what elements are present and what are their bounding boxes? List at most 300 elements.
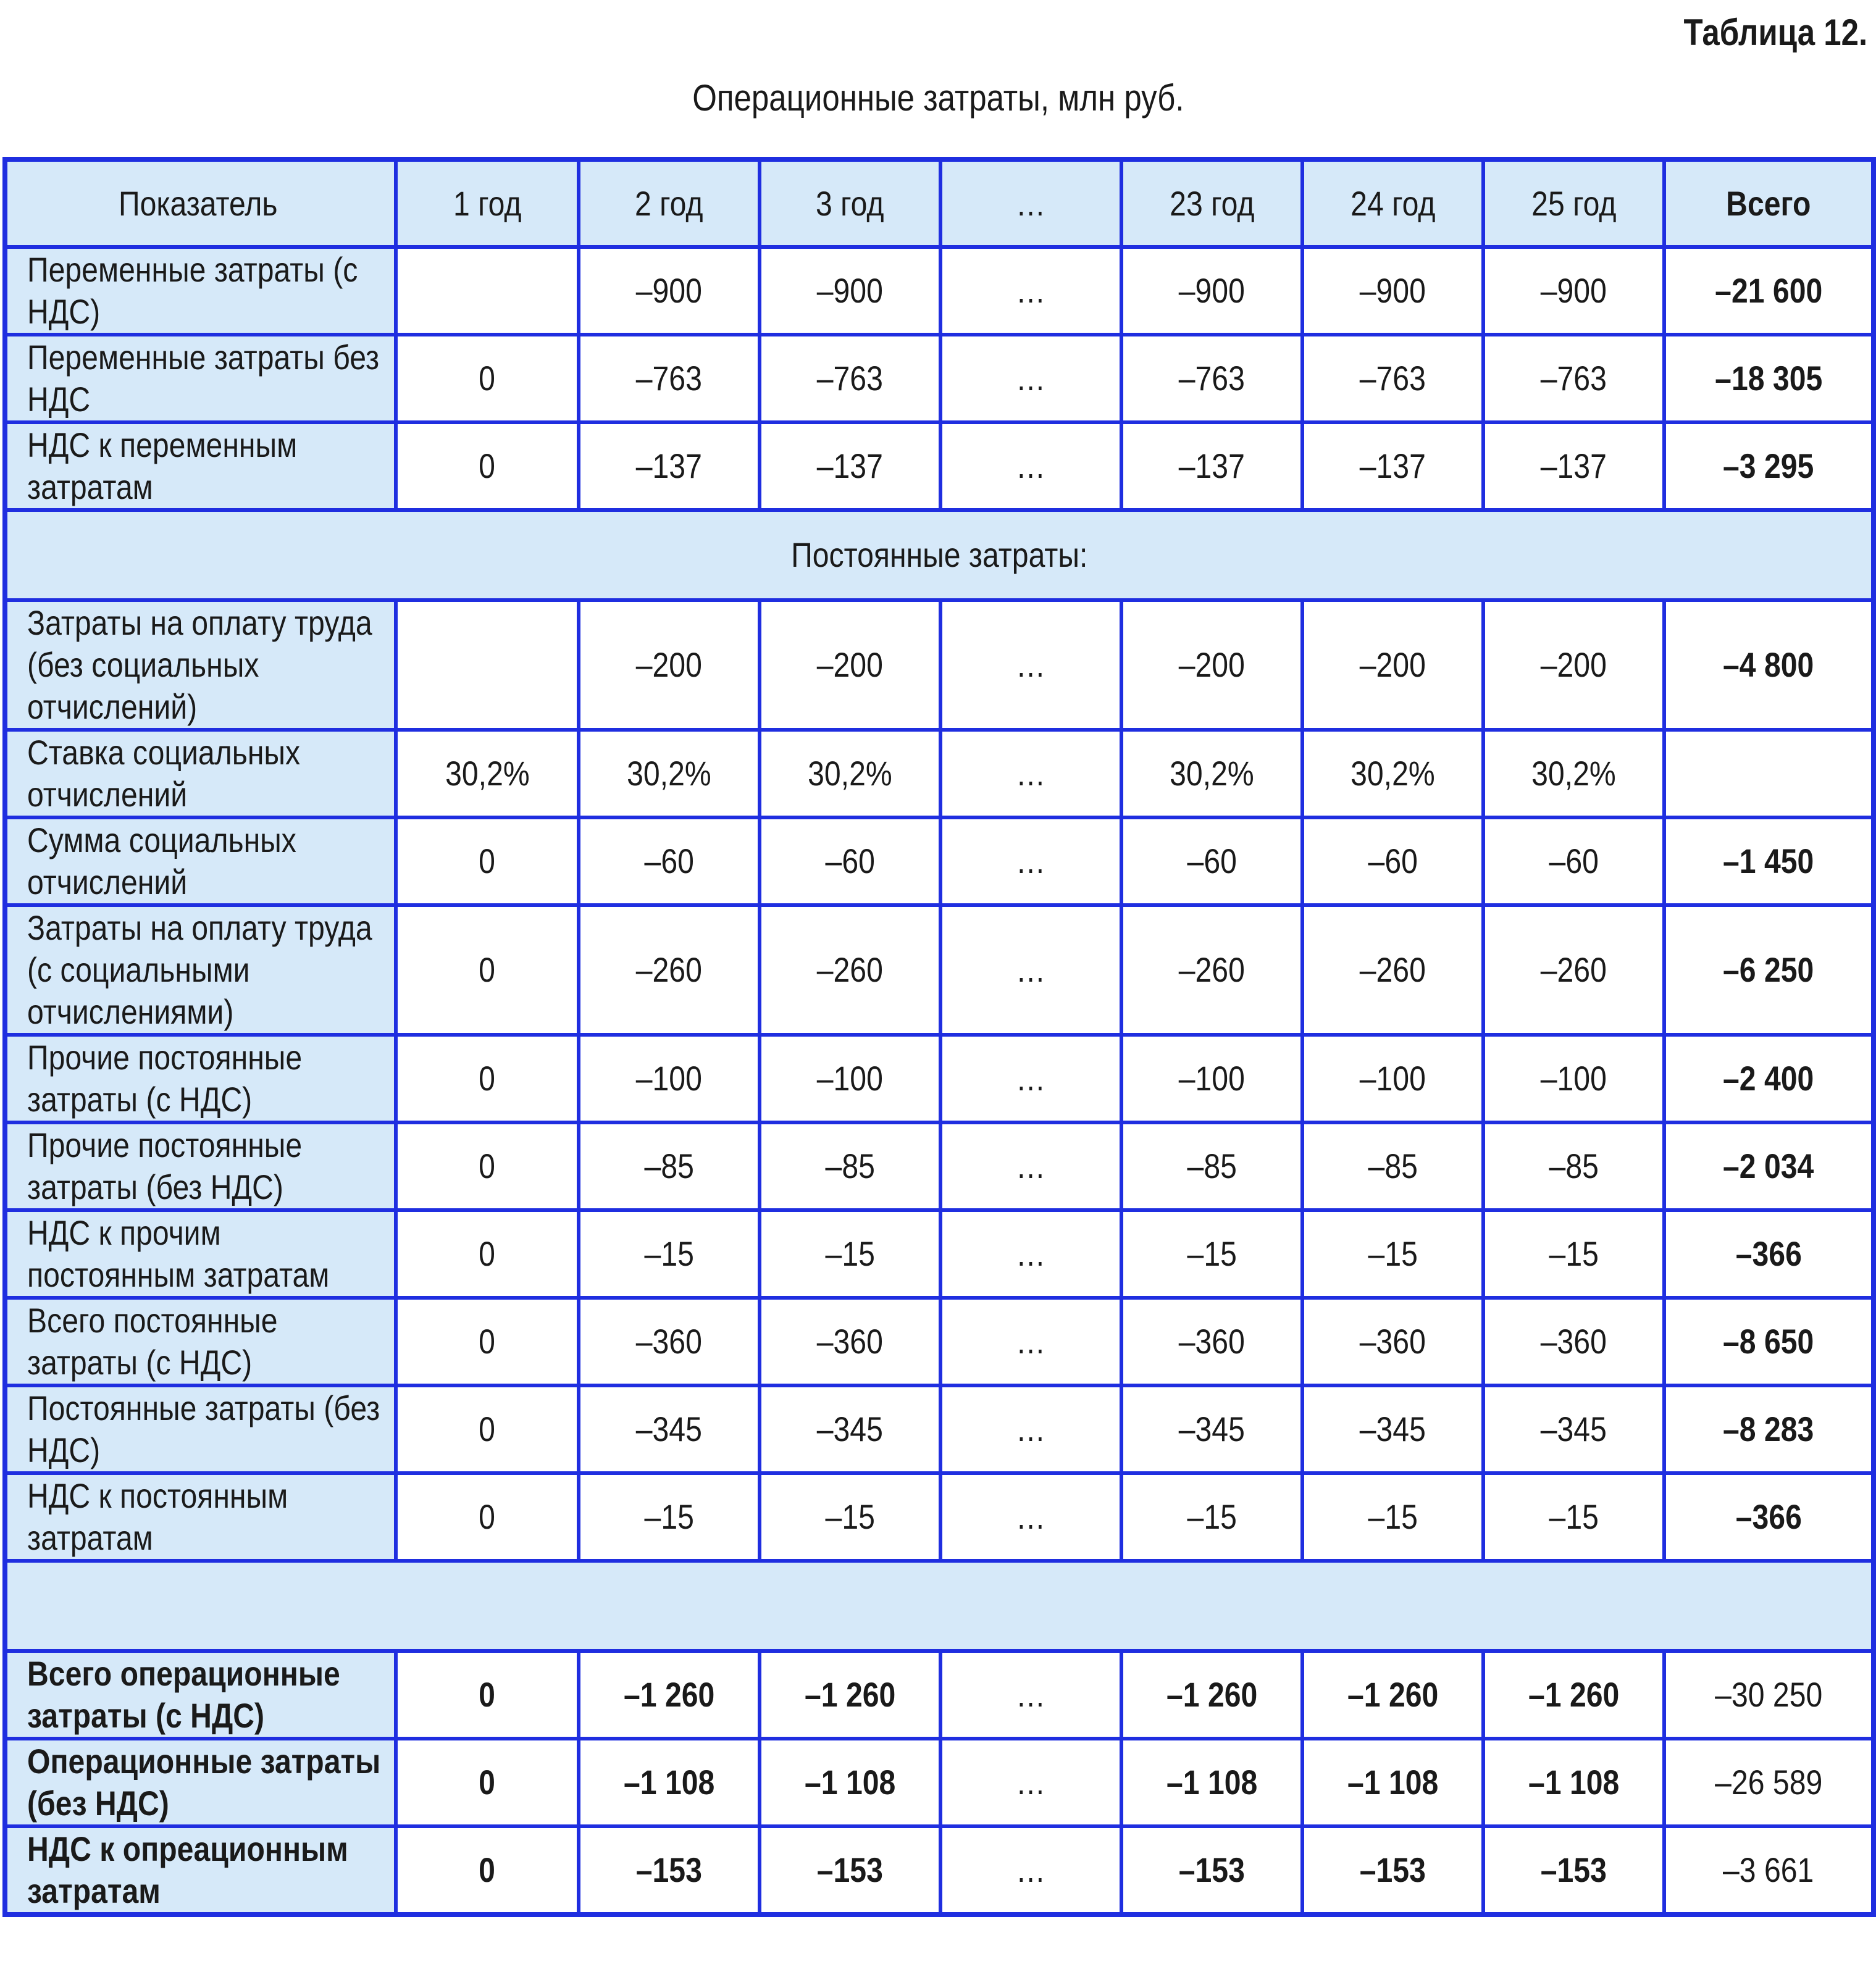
row-label-text: НДС к прочим постоянным затратам [27, 1213, 330, 1294]
value-cell-text: –100 [635, 1059, 703, 1098]
row-label-text: НДС к постоянным затратам [27, 1476, 288, 1557]
value-cell [579, 1122, 760, 1210]
row-label [5, 1298, 396, 1385]
table-row [5, 905, 1874, 1035]
value-cell-text: 0 [479, 359, 496, 398]
total-cell-text: –3 295 [1723, 446, 1814, 485]
fixed-section-cell [5, 510, 1874, 600]
header-year [940, 159, 1121, 247]
header-year-text: 23 год [1169, 183, 1255, 223]
value-cell-text: 30,2% [627, 754, 711, 793]
value-cell-text: … [1015, 950, 1047, 989]
value-cell [940, 247, 1121, 335]
value-cell [1302, 1210, 1483, 1298]
row-label-text: Сумма социальных отчислений [27, 821, 296, 901]
value-cell [1483, 1122, 1664, 1210]
value-cell [1121, 1210, 1302, 1298]
value-cell [760, 730, 940, 817]
value-cell-text: –1 260 [623, 1675, 715, 1714]
value-cell-text: –85 [644, 1147, 694, 1185]
total-cell-text: –2 034 [1723, 1147, 1814, 1185]
value-cell [579, 1385, 760, 1473]
value-cell [579, 1739, 760, 1826]
value-cell-text: –345 [1178, 1410, 1246, 1448]
table-row [5, 1826, 1874, 1915]
total-cell [1664, 905, 1874, 1035]
header-year [396, 159, 579, 247]
operating-costs-table [2, 157, 1876, 1917]
value-cell-text: –85 [1368, 1147, 1418, 1185]
value-cell-text: –15 [1368, 1497, 1418, 1536]
value-cell-text: –60 [644, 842, 694, 880]
table-row [5, 600, 1874, 730]
value-cell-text: –360 [1359, 1322, 1426, 1361]
value-cell-text: –200 [816, 645, 884, 684]
value-cell-text: –100 [1178, 1059, 1246, 1098]
total-cell-text: –3 661 [1723, 1850, 1814, 1889]
value-cell-text: –137 [1359, 446, 1426, 485]
row-label-text: Переменные затраты без НДС [27, 338, 380, 419]
value-cell [940, 1298, 1121, 1385]
value-cell [579, 730, 760, 817]
value-cell-text: –100 [1540, 1059, 1607, 1098]
value-cell [1483, 1651, 1664, 1739]
header-year [760, 159, 940, 247]
value-cell [940, 600, 1121, 730]
value-cell [1302, 1739, 1483, 1826]
header-year-text: 1 год [453, 183, 522, 223]
value-cell-text: –15 [1549, 1234, 1599, 1273]
value-cell-text: –260 [1359, 950, 1426, 989]
value-cell-text: … [1015, 1147, 1047, 1185]
value-cell [1483, 1210, 1664, 1298]
value-cell-text: … [1015, 1763, 1047, 1802]
value-cell [579, 1210, 760, 1298]
value-cell [396, 1210, 579, 1298]
row-label [5, 1210, 396, 1298]
value-cell-text: –900 [816, 271, 884, 310]
table-row [5, 817, 1874, 905]
value-cell [579, 335, 760, 422]
value-cell [940, 1035, 1121, 1122]
value-cell-text: –60 [825, 842, 875, 880]
value-cell [396, 1385, 579, 1473]
row-label [5, 1826, 396, 1915]
header-year [579, 159, 760, 247]
value-cell-text: 0 [479, 1234, 496, 1273]
table-row [5, 1122, 1874, 1210]
total-cell [1664, 1210, 1874, 1298]
value-cell [940, 422, 1121, 510]
row-label-text: Всего постоянные затраты (с НДС) [27, 1301, 278, 1382]
total-cell [1664, 1739, 1874, 1826]
table-row [5, 1385, 1874, 1473]
value-cell [760, 1473, 940, 1561]
header-year-text: 24 год [1350, 183, 1436, 223]
value-cell-text: 0 [479, 950, 496, 989]
row-label-text: Прочие постоянные затраты (без НДС) [27, 1126, 303, 1206]
value-cell-text: –60 [1549, 842, 1599, 880]
header-year-text: … [1015, 183, 1047, 223]
value-cell [396, 1739, 579, 1826]
row-label-text: НДС к опреационным затратам [27, 1829, 348, 1910]
row-label [5, 422, 396, 510]
value-cell [1302, 1826, 1483, 1915]
value-cell-text: –137 [816, 446, 884, 485]
total-cell-text: –2 400 [1723, 1059, 1814, 1098]
value-cell [1121, 422, 1302, 510]
value-cell [1483, 1739, 1664, 1826]
value-cell [1483, 1298, 1664, 1385]
fixed-section-row [5, 510, 1874, 600]
total-cell-text: –8 283 [1723, 1410, 1814, 1448]
row-label [5, 1473, 396, 1561]
total-cell-text: –6 250 [1723, 950, 1814, 989]
value-cell [1302, 730, 1483, 817]
value-cell [760, 247, 940, 335]
row-label-text: Всего операционные затраты (с НДС) [27, 1654, 340, 1735]
table-row [5, 422, 1874, 510]
value-cell-text: 30,2% [1170, 754, 1254, 793]
value-cell-text: 0 [479, 1322, 496, 1361]
value-cell-text: –15 [825, 1234, 875, 1273]
value-cell [760, 1122, 940, 1210]
value-cell-text: –900 [1178, 271, 1246, 310]
value-cell-text: –153 [1359, 1850, 1426, 1889]
value-cell-text: –260 [1178, 950, 1246, 989]
value-cell [1302, 600, 1483, 730]
value-cell-text: –137 [1178, 446, 1246, 485]
value-cell-text: 0 [479, 1410, 496, 1448]
table-row [5, 247, 1874, 335]
row-label [5, 247, 396, 335]
table-row [5, 1298, 1874, 1385]
value-cell [396, 247, 579, 335]
total-cell-text: –21 600 [1714, 271, 1823, 310]
value-cell-text: –763 [1178, 359, 1246, 398]
total-cell [1664, 600, 1874, 730]
value-cell-text: –1 260 [1347, 1675, 1439, 1714]
total-cell-text: –366 [1735, 1497, 1802, 1536]
value-cell [1302, 905, 1483, 1035]
row-label-text: НДС к переменным затратам [27, 425, 298, 506]
table-row [5, 335, 1874, 422]
value-cell-text: 30,2% [1350, 754, 1435, 793]
total-cell [1664, 1298, 1874, 1385]
value-cell [1121, 817, 1302, 905]
value-cell-text: 0 [479, 1850, 496, 1889]
value-cell-text: –200 [1540, 645, 1607, 684]
value-cell [1302, 817, 1483, 905]
value-cell [940, 730, 1121, 817]
value-cell-text: 0 [479, 842, 496, 880]
value-cell-text: –100 [816, 1059, 884, 1098]
row-label-text: Ставка социальных отчислений [27, 733, 301, 814]
value-cell-text: … [1015, 754, 1047, 793]
header-year-text: 3 год [816, 183, 884, 223]
value-cell [579, 817, 760, 905]
value-cell-text: –763 [1359, 359, 1426, 398]
row-label-text: Прочие постоянные затраты (с НДС) [27, 1038, 303, 1119]
table-row [5, 1739, 1874, 1826]
total-cell-text: –8 650 [1723, 1322, 1814, 1361]
row-label [5, 1035, 396, 1122]
value-cell-text: –360 [1540, 1322, 1607, 1361]
value-cell [760, 1826, 940, 1915]
value-cell [396, 905, 579, 1035]
value-cell-text: 0 [479, 1675, 496, 1714]
value-cell [1302, 1385, 1483, 1473]
value-cell [1483, 905, 1664, 1035]
value-cell [940, 335, 1121, 422]
value-cell [760, 1739, 940, 1826]
value-cell-text: –1 260 [1528, 1675, 1620, 1714]
row-label [5, 1385, 396, 1473]
value-cell [760, 1035, 940, 1122]
value-cell [760, 905, 940, 1035]
table-body [5, 159, 1874, 1915]
value-cell-text: –60 [1368, 842, 1418, 880]
spacer-section-cell [5, 1561, 1874, 1651]
value-cell-text: –153 [1540, 1850, 1607, 1889]
row-label [5, 600, 396, 730]
total-cell-text: –1 450 [1723, 842, 1814, 880]
row-label [5, 1739, 396, 1826]
value-cell-text: –100 [1359, 1059, 1426, 1098]
value-cell-text: –153 [635, 1850, 703, 1889]
row-label [5, 905, 396, 1035]
value-cell-text: 30,2% [1531, 754, 1616, 793]
value-cell [396, 600, 579, 730]
header-total-text: Всего [1726, 183, 1811, 223]
value-cell [396, 817, 579, 905]
value-cell-text: … [1015, 842, 1047, 880]
value-cell-text: –360 [816, 1322, 884, 1361]
row-label-text: Постоянные затраты (без НДС) [27, 1389, 380, 1469]
total-cell [1664, 730, 1874, 817]
value-cell [1121, 1385, 1302, 1473]
value-cell [1121, 335, 1302, 422]
value-cell-text: 30,2% [445, 754, 530, 793]
total-cell [1664, 1473, 1874, 1561]
value-cell-text: … [1015, 446, 1047, 485]
value-cell-text: –15 [644, 1234, 694, 1273]
value-cell [760, 1651, 940, 1739]
value-cell-text: –260 [635, 950, 703, 989]
value-cell-text: –360 [635, 1322, 703, 1361]
value-cell-text: –85 [825, 1147, 875, 1185]
value-cell [579, 422, 760, 510]
value-cell [1121, 600, 1302, 730]
value-cell [396, 730, 579, 817]
header-year-text: 2 год [635, 183, 703, 223]
total-cell [1664, 1826, 1874, 1915]
value-cell [396, 1122, 579, 1210]
value-cell [760, 422, 940, 510]
value-cell [940, 817, 1121, 905]
row-label-text: Операционные затраты (без НДС) [27, 1742, 381, 1823]
table-row [5, 730, 1874, 817]
value-cell-text: –360 [1178, 1322, 1246, 1361]
value-cell-text: –153 [1178, 1850, 1246, 1889]
value-cell [940, 1210, 1121, 1298]
value-cell-text: 30,2% [808, 754, 892, 793]
value-cell-text: … [1015, 1850, 1047, 1889]
value-cell [1483, 730, 1664, 817]
value-cell [1121, 247, 1302, 335]
header-indicator-text: Показатель [119, 183, 278, 223]
value-cell [579, 905, 760, 1035]
value-cell-text: –1 108 [1528, 1763, 1620, 1802]
value-cell [1302, 1122, 1483, 1210]
value-cell-text: … [1015, 359, 1047, 398]
value-cell-text: –1 108 [1347, 1763, 1439, 1802]
value-cell-text: … [1015, 645, 1047, 684]
value-cell [1302, 247, 1483, 335]
value-cell [1302, 335, 1483, 422]
value-cell [1483, 1826, 1664, 1915]
value-cell-text: –1 260 [804, 1675, 896, 1714]
total-cell-text: –18 305 [1714, 359, 1823, 398]
value-cell-text: –153 [816, 1850, 884, 1889]
value-cell-text: … [1015, 1322, 1047, 1361]
value-cell [760, 335, 940, 422]
value-cell-text: –15 [1187, 1234, 1237, 1273]
value-cell [1121, 1739, 1302, 1826]
value-cell [940, 1651, 1121, 1739]
total-cell [1664, 335, 1874, 422]
value-cell [579, 1651, 760, 1739]
row-label-text: Затраты на оплату труда (без социальных отчислений) [27, 603, 372, 726]
table-row [5, 1210, 1874, 1298]
value-cell [1483, 817, 1664, 905]
header-year-text: 25 год [1531, 183, 1617, 223]
value-cell [760, 817, 940, 905]
value-cell [579, 247, 760, 335]
value-cell-text: 0 [479, 1497, 496, 1536]
value-cell [760, 1298, 940, 1385]
value-cell [1483, 1473, 1664, 1561]
value-cell-text: … [1015, 271, 1047, 310]
row-label [5, 1651, 396, 1739]
value-cell [940, 1739, 1121, 1826]
total-cell [1664, 1385, 1874, 1473]
value-cell-text: –15 [1368, 1234, 1418, 1273]
total-cell [1664, 1122, 1874, 1210]
total-cell [1664, 422, 1874, 510]
value-cell-text: –763 [635, 359, 703, 398]
value-cell-text: –60 [1187, 842, 1237, 880]
value-cell-text: –345 [1540, 1410, 1607, 1448]
value-cell [1302, 1651, 1483, 1739]
value-cell-text: –1 108 [623, 1763, 715, 1802]
row-label [5, 1122, 396, 1210]
value-cell [579, 1473, 760, 1561]
header-year [1483, 159, 1664, 247]
value-cell [579, 1035, 760, 1122]
total-cell [1664, 1035, 1874, 1122]
value-cell [1483, 1035, 1664, 1122]
value-cell [396, 1651, 579, 1739]
value-cell-text: –15 [1549, 1497, 1599, 1536]
value-cell-text: –200 [635, 645, 703, 684]
value-cell [940, 905, 1121, 1035]
value-cell-text: –15 [644, 1497, 694, 1536]
value-cell [1302, 1035, 1483, 1122]
value-cell-text: –900 [1359, 271, 1426, 310]
total-cell-text: –4 800 [1723, 645, 1814, 684]
value-cell [579, 1826, 760, 1915]
value-cell [396, 1473, 579, 1561]
value-cell-text: –900 [1540, 271, 1607, 310]
value-cell-text: … [1015, 1234, 1047, 1273]
value-cell-text: –260 [1540, 950, 1607, 989]
value-cell-text: 0 [479, 1059, 496, 1098]
table-caption-text: Операционные затраты, млн руб. [692, 77, 1184, 119]
row-label-text: Переменные затраты (с НДС) [27, 250, 358, 331]
header-year [1302, 159, 1483, 247]
value-cell-text: –137 [1540, 446, 1607, 485]
value-cell [1483, 247, 1664, 335]
row-label [5, 335, 396, 422]
value-cell [940, 1826, 1121, 1915]
value-cell-text: –345 [635, 1410, 703, 1448]
value-cell [1302, 1473, 1483, 1561]
value-cell [760, 1385, 940, 1473]
value-cell-text: –1 260 [1166, 1675, 1258, 1714]
value-cell [940, 1122, 1121, 1210]
value-cell [1121, 1473, 1302, 1561]
value-cell [396, 1035, 579, 1122]
value-cell-text: 0 [479, 446, 496, 485]
total-cell [1664, 817, 1874, 905]
value-cell-text: –260 [816, 950, 884, 989]
value-cell [396, 1298, 579, 1385]
value-cell [396, 335, 579, 422]
value-cell [1121, 1122, 1302, 1210]
value-cell [1483, 600, 1664, 730]
total-cell [1664, 1651, 1874, 1739]
value-cell [1483, 335, 1664, 422]
table-row [5, 1473, 1874, 1561]
value-cell-text: –137 [635, 446, 703, 485]
table-number: Таблица 12. [1683, 12, 1867, 53]
header-total [1664, 159, 1874, 247]
value-cell-text: –345 [816, 1410, 884, 1448]
header-year [1121, 159, 1302, 247]
value-cell [396, 1826, 579, 1915]
value-cell-text: 0 [479, 1147, 496, 1185]
fixed-section-title: Постоянные затраты: [790, 535, 1088, 574]
value-cell-text: … [1015, 1410, 1047, 1448]
value-cell [1483, 1385, 1664, 1473]
spacer-section-row [5, 1561, 1874, 1651]
value-cell [396, 422, 579, 510]
header-indicator [5, 159, 396, 247]
value-cell-text: –345 [1359, 1410, 1426, 1448]
header-row [5, 159, 1874, 247]
table-row [5, 1035, 1874, 1122]
row-label-text: Затраты на оплату труда (с социальными отчислениями) [27, 908, 372, 1031]
value-cell-text: –1 108 [804, 1763, 896, 1802]
total-cell-text: –26 589 [1714, 1763, 1823, 1802]
value-cell [1302, 1298, 1483, 1385]
value-cell-text: –200 [1359, 645, 1426, 684]
value-cell [1121, 1298, 1302, 1385]
value-cell [1121, 1035, 1302, 1122]
value-cell-text: 0 [479, 1763, 496, 1802]
value-cell-text: … [1015, 1675, 1047, 1714]
